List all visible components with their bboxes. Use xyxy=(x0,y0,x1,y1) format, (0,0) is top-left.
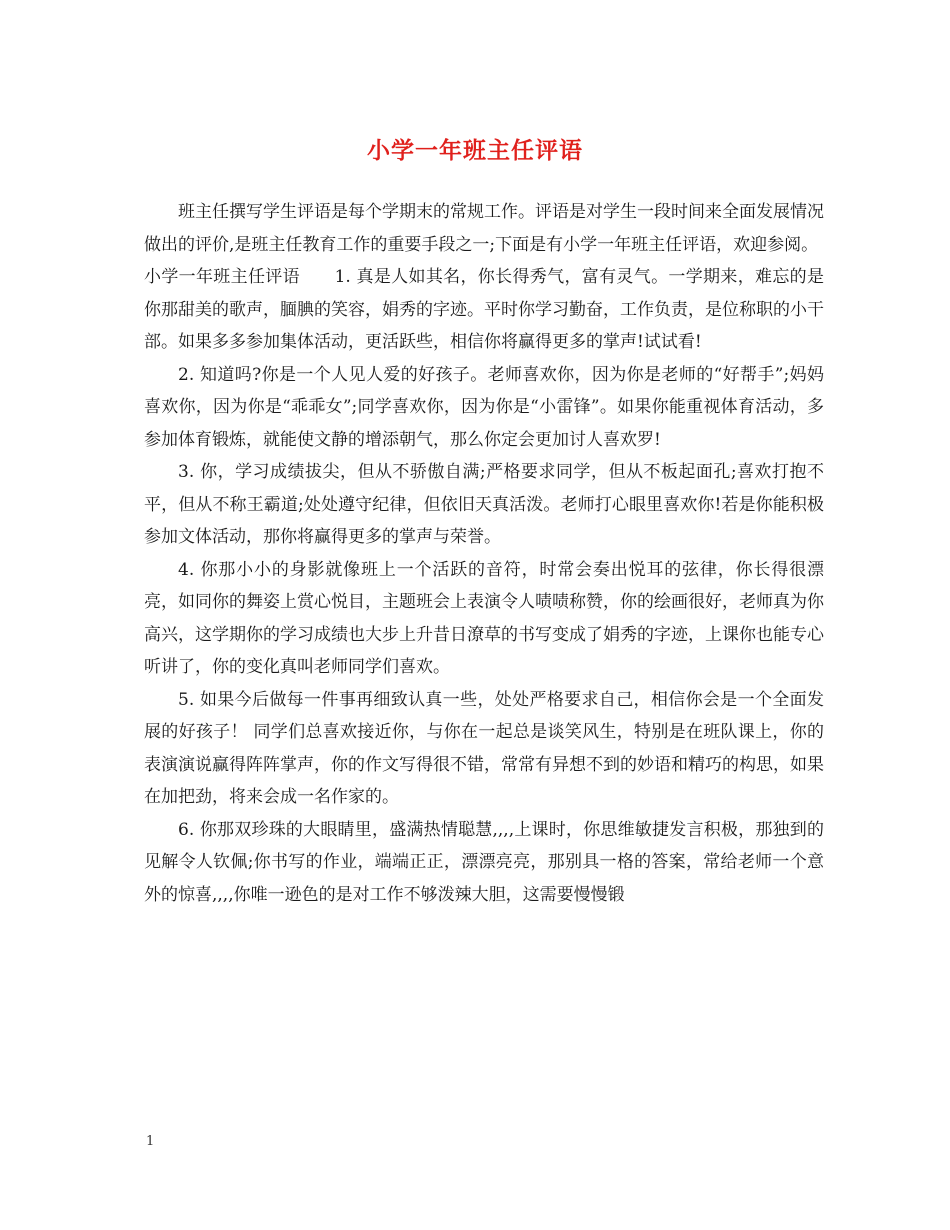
document-body xyxy=(144,196,824,911)
page-number: 1 xyxy=(146,1134,155,1149)
paragraph-intro: 班主任撰写学生评语是每个学期末的常规工作。评语是对学生一段时间来全面发展情况做出的评价,是班主任教育工作的重要手段之一;下面是有小学一年班主任评语，欢迎参阅。 xyxy=(144,202,824,255)
paragraph-comment-4: 4. 你那小小的身影就像班上一个活跃的音符，时常会奏出悦耳的弦律，你长得很漂亮，如同你的舞姿上赏心悦目，主题班会上表演令人啧啧称赞，你的绘画很好，老师真为你高兴，这学期你的学习成绩也大步上升昔日潦草的书写变成了娟秀的字迹，上课你也能专心听讲了，你的变化真叫老师同学们喜欢。 xyxy=(144,559,824,677)
paragraph-comment-2: 2. 知道吗?你是一个人见人爱的好孩子。老师喜欢你，因为你是老师的“好帮手”;妈妈喜欢你，因为你是“乖乖女”;同学喜欢你，因为你是“小雷锋”。如果你能重视体育活动，多参加体育锻炼，就能使文静的增添朝气，那么你定会更加讨人喜欢罗! xyxy=(144,364,824,450)
paragraph-comment-1: 小学一年班主任评语 1. 真是人如其名，你长得秀气，富有灵气。一学期来，难忘的是你那甜美的歌声，腼腆的笑容，娟秀的字迹。平时你学习勤奋，工作负责，是位称职的小干部。如果多多参加集体活动，更活跃些，相信你将赢得更多的掌声!试试看! xyxy=(144,267,824,352)
paragraph-comment-6: 6. 你那双珍珠的大眼睛里，盛满热情聪慧,,,,上课时，你思维敏捷发言积极，那独到的见解令人钦佩;你书写的作业，端端正正，漂漂亮亮，那别具一格的答案，常给老师一个意外的惊喜,,,,你唯一逊色的是对工作不够泼辣大胆，这需要慢慢锻 xyxy=(144,819,824,905)
paragraph-comment-3: 3. 你，学习成绩拔尖，但从不骄傲自满;严格要求同学，但从不板起面孔;喜欢打抱不平，但从不称王霸道;处处遵守纪律，但依旧天真活泼。老师打心眼里喜欢你!若是你能积极参加文体活动，那你将赢得更多的掌声与荣誉。 xyxy=(144,462,824,547)
paragraph-comment-5: 5. 如果今后做每一件事再细致认真一些，处处严格要求自己，相信你会是一个全面发展的好孩子！ 同学们总喜欢接近你，与你在一起总是谈笑风生，特别是在班队课上，你的表演演说赢得阵阵掌声，你的作文写得很不错，常常有异想不到的妙语和精巧的构思，如果在加把劲，将来会成一名作家的。 xyxy=(144,689,824,807)
document-title: 小学一年班主任评语 xyxy=(367,137,583,164)
